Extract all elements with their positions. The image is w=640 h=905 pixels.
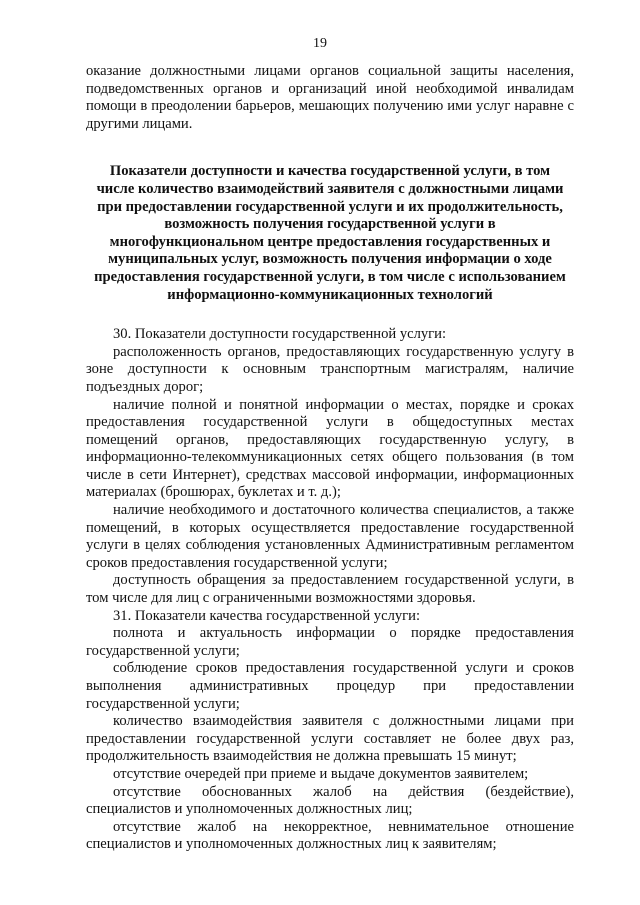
paragraph-item: полнота и актуальность информации о порядке предоставления государственной услуги; xyxy=(86,625,574,659)
document-body xyxy=(86,63,574,854)
paragraph-item-31: 31. Показатели качества государственной услуги: xyxy=(113,607,421,624)
page-number: 19 xyxy=(313,36,327,51)
paragraph-item: наличие необходимого и достаточного количества специалистов, а также помещений, в которых осуществляется предоставление государственной услуги в целях соблюдения установленных Административным регламентом сроков предоставления государственной услуги; xyxy=(86,502,574,571)
section-heading: Показатели доступности и качества государственной услуги, в том числе количество взаимодействий заявителя с должностными лицами при предоставлении государственной услуги и их продолжительность, возможность получения государственной услуги в многофункциональном центре предоставления государственных и муниципальных услуг, возможность получения информации о ходе предоставления государственной услуги, в том числе с использованием информационно-коммуникационных технологий xyxy=(94,163,566,303)
paragraph-item: доступность обращения за предоставлением государственной услуги, в том числе для лиц с ограниченными возможностями здоровья. xyxy=(86,572,574,607)
paragraph-item: соблюдение сроков предоставления государственной услуги и сроков выполнения административных процедур при предоставлении государственной услуги; xyxy=(86,660,574,712)
intro-paragraph: оказание должностными лицами органов социальной защиты населения, подведомственных органов и организаций иной необходимой инвалидам помощи в преодолении барьеров, мешающих получению ими услуг наравне с другими лицами. xyxy=(86,63,574,132)
paragraph-item: отсутствие очередей при приеме и выдаче документов заявителем; xyxy=(113,765,529,782)
paragraph-item: количество взаимодействия заявителя с должностными лицами при предоставлении государственной услуги составляет не более двух раз, продолжительность взаимодействия не должна превышать 15 минут; xyxy=(86,713,574,765)
paragraph-item: отсутствие обоснованных жалоб на действия (бездействие), специалистов и уполномоченных должностных лиц; xyxy=(86,783,574,818)
paragraph-item: наличие полной и понятной информации о местах, порядке и сроках предоставления государственной услуги в общедоступных местах помещений органов, предоставляющих государственную услугу, в информационно-телекоммуникационных сетях общего пользования (в том числе в сети Интернет), средствах массовой информации, информационных материалах (брошюрах, буклетах и т. д.); xyxy=(86,396,574,501)
paragraph-item-30: 30. Показатели доступности государственной услуги: xyxy=(113,326,447,343)
paragraph-item: расположенность органов, предоставляющих государственную услугу в зоне доступности к основным транспортным магистралям, наличие подъездных дорог; xyxy=(86,343,574,395)
paragraph-item: отсутствие жалоб на некорректное, невнимательное отношение специалистов и уполномоченных должностных лиц к заявителям; xyxy=(86,818,574,853)
